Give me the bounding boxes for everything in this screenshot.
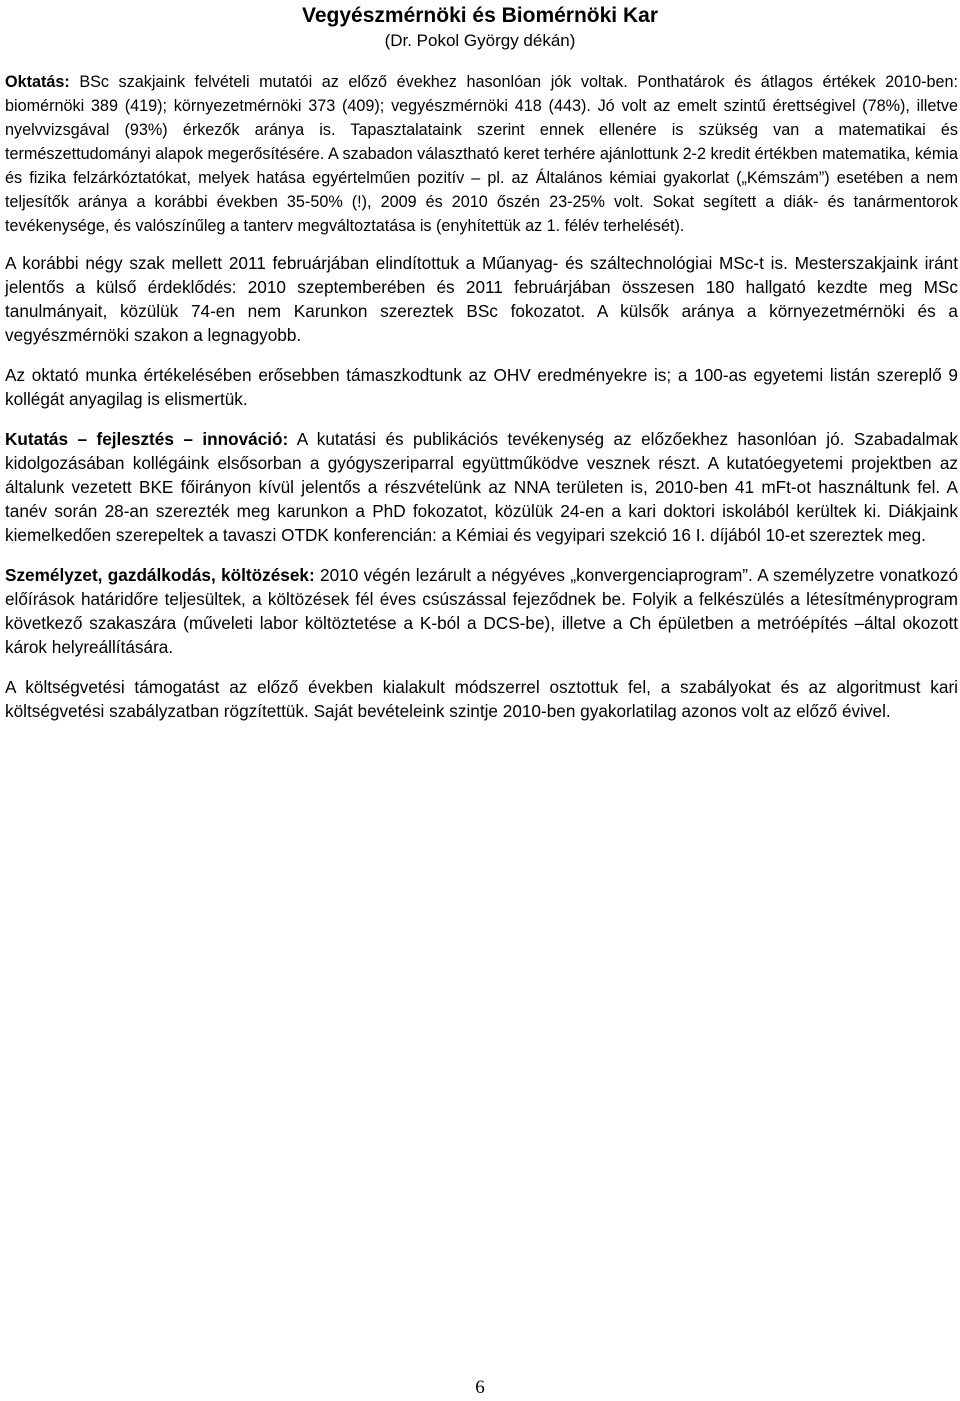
paragraph-szemelyzet bbox=[5, 563, 958, 659]
document-body bbox=[5, 70, 958, 723]
paragraph-gap bbox=[5, 659, 958, 675]
paragraph-koltsegvetes: A költségvetési támogatást az előző években kialakult módszerrel osztottuk fel, a szabályokat és az algoritmust kari költségvetési szabályzatban rögzítettük. Saját bevételeink szintje 2010-ben gyakorlatilag azonos volt az előző évivel. bbox=[5, 677, 958, 721]
paragraph-msc: A korábbi négy szak mellett 2011 februárjában elindítottuk a Műanyag- és száltechnológiai MSc-t is. Mesterszakjaink iránt jelentős a külső érdeklődés: 2010 szeptemberében és 2011 februárjában összesen 180 hallgató kezdte meg MSc tanulmányait, közülük 74-en nem Karunkon szereztek BSc fokozatot. A külsők aránya a környezetmérnöki és a vegyészmérnöki szakon a legnagyobb. bbox=[5, 253, 958, 345]
paragraph-gap bbox=[5, 238, 958, 251]
paragraph-text-szemelyzet: 2010 végén lezárult a négyéves „konvergenciaprogram”. A személyzetre vonatkozó előírások határidőre teljesültek, a költözések fél éves csúszással fejeződnek be. Folyik a felkészülés a létesítményprogram következő szakaszára (műveleti labor költöztetése a K-ból a DCS-be), illetve a Ch épületben a metróépítés –által okozott károk helyreállítására. bbox=[5, 565, 959, 657]
paragraph-text-oktatas: BSc szakjaink felvételi mutatói az előző évekhez hasonlóan jók voltak. Ponthatárok és átlagos értékek 2010-ben: biomérnöki 389 (419); környezetmérnöki 373 (409); vegyészmérnöki 418 (443). Jó volt az emelt szintű érettségivel (78%), illetve nyelvvizsgával (93%) érkezők aránya is. Tapasztalataink szerint ennek ellenére is szükség van a matematikai és természettudományi alapok megerősítésére. A szabadon választható keret terhére ajánlottunk 2-2 kredit értékben matematika, kémia és fizika felzárkóztatókat, melyek hatása egyértelműen pozitív – pl. az Általános kémiai gyakorlat („Kémszám”) esetében a nem teljesítők aránya a korábbi években 35-50% (!), 2009 és 2010 őszén 23-25% volt. Sokat segített a diák- és tanármentorok tevékenysége, és valószínűleg a tanterv megváltoztatása is (enyhítettük az 1. félév terhelését). bbox=[5, 73, 958, 235]
page-number: 6 bbox=[475, 1377, 485, 1398]
paragraph-ohv: Az oktató munka értékelésében erősebben támaszkodtunk az OHV eredményekre is; a 100-as egyetemi listán szereplő 9 kollégát anyagilag is elismertük. bbox=[5, 365, 958, 409]
page-title: Vegyészmérnöki és Biomérnöki Kar bbox=[302, 4, 658, 27]
paragraph-kutatas bbox=[5, 427, 958, 547]
paragraph-oktatas bbox=[5, 70, 958, 238]
document-header bbox=[0, 4, 960, 52]
paragraph-gap bbox=[5, 347, 958, 363]
paragraph-lead-szemelyzet: Személyzet, gazdálkodás, költözések: bbox=[5, 565, 315, 585]
paragraph-gap bbox=[5, 411, 958, 427]
paragraph-lead-oktatas: Oktatás: bbox=[5, 73, 70, 91]
paragraph-lead-kutatas: Kutatás – fejlesztés – innováció: bbox=[5, 429, 289, 449]
page-subtitle: (Dr. Pokol György dékán) bbox=[384, 31, 576, 50]
paragraph-text-kutatas: A kutatási és publikációs tevékenység az előzőekhez hasonlóan jó. Szabadalmak kidolgozásában kollégáink elsősorban a gyógyszeriparral együttműködve vesznek részt. A kutatóegyetemi projektben az általunk vezetett BKE főirányon kívül jelentős a részvételünk az NNA területen is, 2010-ben 41 mFt-ot használtunk fel. A tanév során 28-an szerezték meg karunkon a PhD fokozatot, közülük 24-en a kari doktori iskolából kerültek ki. Diákjaink kiemelkedően szerepeltek a tavaszi OTDK konferencián: a Kémiai és vegyipari szekció 16 I. díjából 10-et szereztek meg. bbox=[5, 429, 958, 545]
paragraph-gap bbox=[5, 547, 958, 563]
